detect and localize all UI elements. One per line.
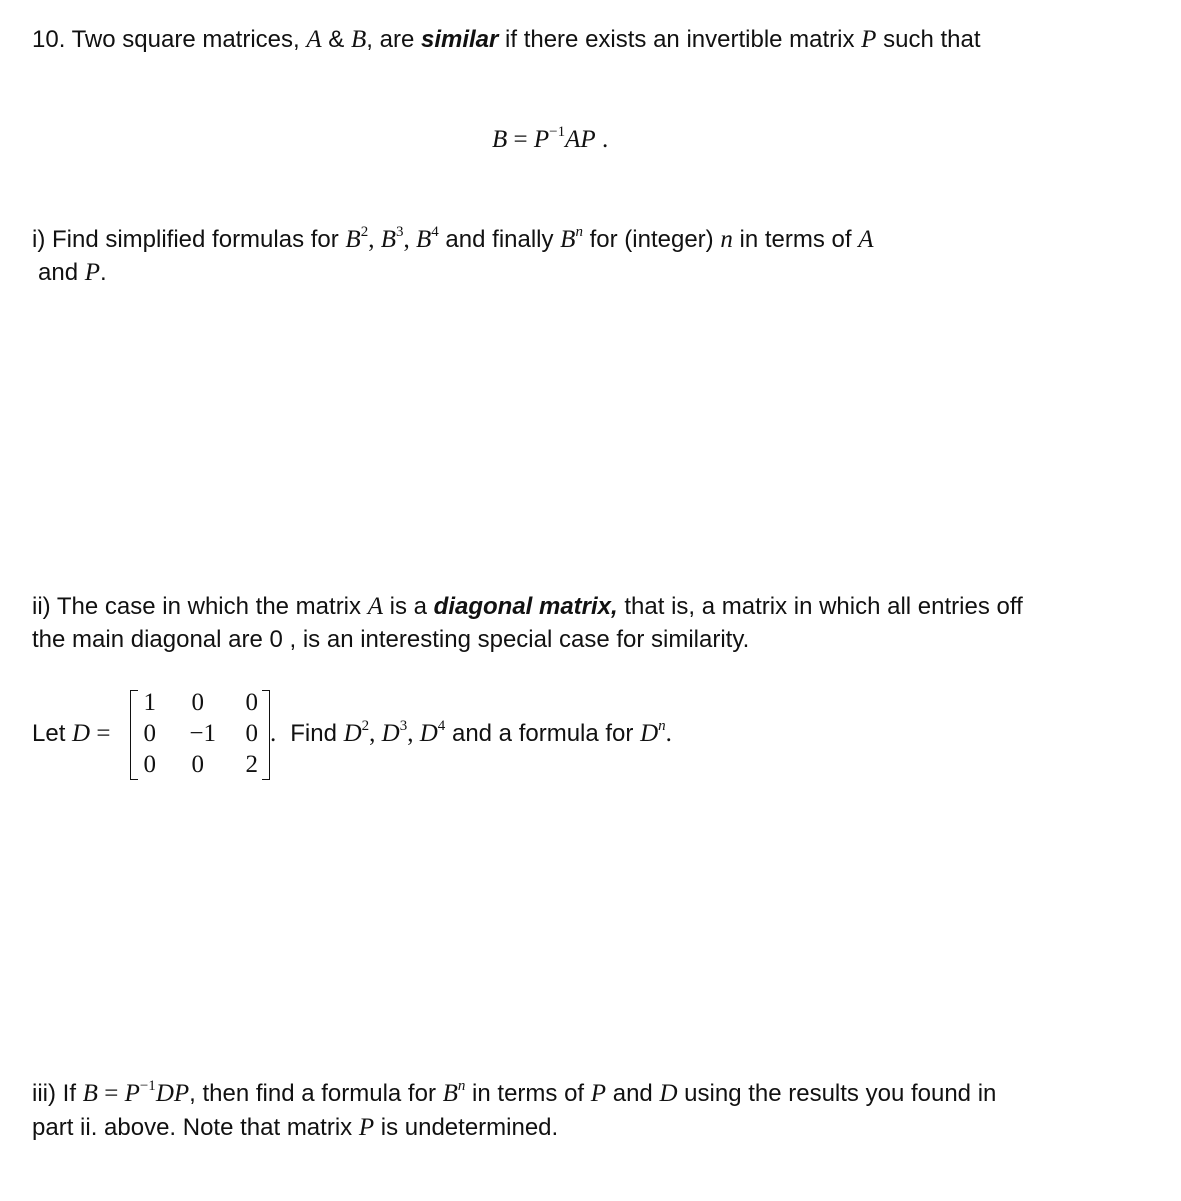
part-iii-line-2: part ii. above. Note that matrix P is undetermined.	[32, 1114, 559, 1141]
part-ii-line-2: the main diagonal are 0 , is an interesting special case for similarity.	[32, 626, 750, 653]
problem-statement: 10. Two square matrices, A & B, are similar if there exists an invertible matrix P such that	[32, 26, 981, 53]
part-ii-line-1: ii) The case in which the matrix A is a diagonal matrix, that is, a matrix in which all entries off	[32, 593, 1023, 620]
matrix-cell: 0	[143, 720, 156, 747]
matrix-cell: 0	[245, 689, 258, 716]
term-similar: similar	[420, 26, 499, 53]
matrix-cell: 0	[245, 720, 258, 747]
matrix-cell: 1	[143, 689, 156, 716]
matrix-cell: −1	[189, 720, 216, 747]
matrix-cell: 2	[245, 751, 258, 778]
part-i-line-2: and P.	[38, 259, 107, 286]
matrix-cell: 0	[191, 689, 204, 716]
matrix-cell: 0	[143, 751, 156, 778]
term-diagonal-matrix: diagonal matrix,	[433, 593, 618, 620]
let-d-label: Let D =	[32, 720, 111, 747]
right-bracket	[262, 690, 270, 780]
matrix-cell: 0	[191, 751, 204, 778]
part-i-line-1: i) Find simplified formulas for $B^2$, $B^3$, $B^4$ and finally $B^n$ for (integer) n in terms of A	[32, 224, 874, 253]
part-iii-line-1: iii) If $B = P^{-1}DP$, then find a formula for $B^n$ in terms of P and D using the results you found in	[32, 1078, 997, 1107]
part-ii-task: . Find $D^2$, $D^3$, $D^4$ and a formula for $D^n$.	[270, 718, 672, 747]
similarity-equation: $B = P^{-1}AP$ .	[492, 124, 609, 153]
matrix-d	[130, 688, 270, 782]
